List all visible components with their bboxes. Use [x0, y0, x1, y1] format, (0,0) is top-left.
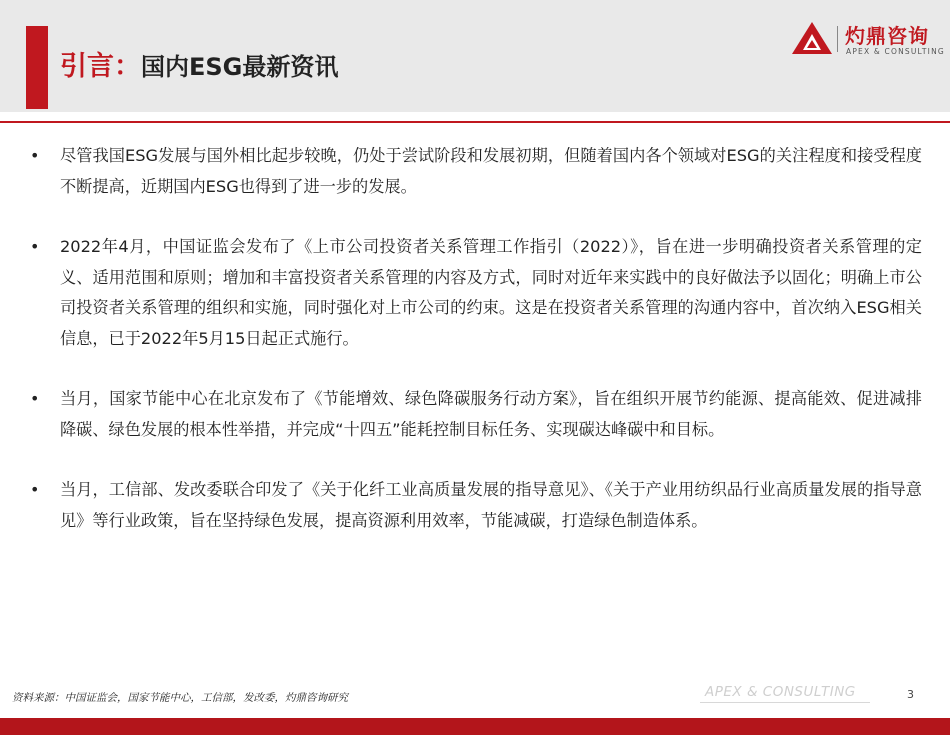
logo-name-en: APEX & CONSULTING	[846, 47, 945, 56]
bullet-dot: •	[30, 146, 40, 165]
bullet-dot: •	[30, 237, 40, 256]
company-logo	[790, 20, 945, 58]
footer-bar	[0, 718, 950, 735]
page-title-prefix: 引言：	[60, 51, 141, 82]
triangle-logo-icon	[790, 20, 834, 56]
bullet-item	[30, 232, 922, 354]
bullet-text: 当月，工信部、发改委联合印发了《关于化纤工业高质量发展的指导意见》、《关于产业用纺织品行业高质量发展的指导意见》等行业政策，旨在坚持绿色发展，提高资源利用效率，节能减碳，打造绿色制造体系。	[60, 480, 922, 530]
footer-watermark-underline	[700, 702, 870, 703]
bullet-text: 当月，国家节能中心在北京发布了《节能增效、绿色降碳服务行动方案》，旨在组织开展节约能源、提高能效、促进减排降碳、绿色发展的根本性举措，并完成“十四五”能耗控制目标任务、实现碳达峰碳中和目标。	[60, 389, 922, 439]
bullet-item	[30, 141, 922, 202]
page-number: 3	[907, 688, 914, 701]
bullet-text: 尽管我国ESG发展与国外相比起步较晚，仍处于尝试阶段和发展初期，但随着国内各个领域对ESG的关注程度和接受程度不断提高，近期国内ESG也得到了进一步的发展。	[60, 146, 922, 196]
logo-divider	[837, 26, 838, 52]
footer-watermark: APEX & CONSULTING	[705, 684, 856, 700]
page-title-main: 国内ESG最新资讯	[141, 53, 339, 81]
bullet-list	[30, 141, 922, 536]
logo-name-cn: 灼鼎咨询	[845, 24, 929, 48]
bullet-dot: •	[30, 389, 40, 408]
source-note: 资料来源：中国证监会，国家节能中心，工信部，发改委，灼鼎咨询研究	[12, 692, 348, 704]
bullet-item	[30, 475, 922, 536]
bullet-item	[30, 384, 922, 445]
header-accent-bar	[26, 26, 48, 109]
bullet-text: 2022年4月，中国证监会发布了《上市公司投资者关系管理工作指引（2022）》，旨在进一步明确投资者关系管理的定义、适用范围和原则；增加和丰富投资者关系管理的内容及方式，同时对近年来实践中的良好做法予以固化；明确上市公司投资者关系管理的组织和实施，同时强化对上市公司的约束。这是在投资者关系管理的沟通内容中，首次纳入ESG相关信息，已于2022年5月15日起正式施行。	[60, 237, 922, 348]
page-title	[60, 44, 338, 83]
header-divider	[0, 121, 950, 123]
bullet-dot: •	[30, 480, 40, 499]
